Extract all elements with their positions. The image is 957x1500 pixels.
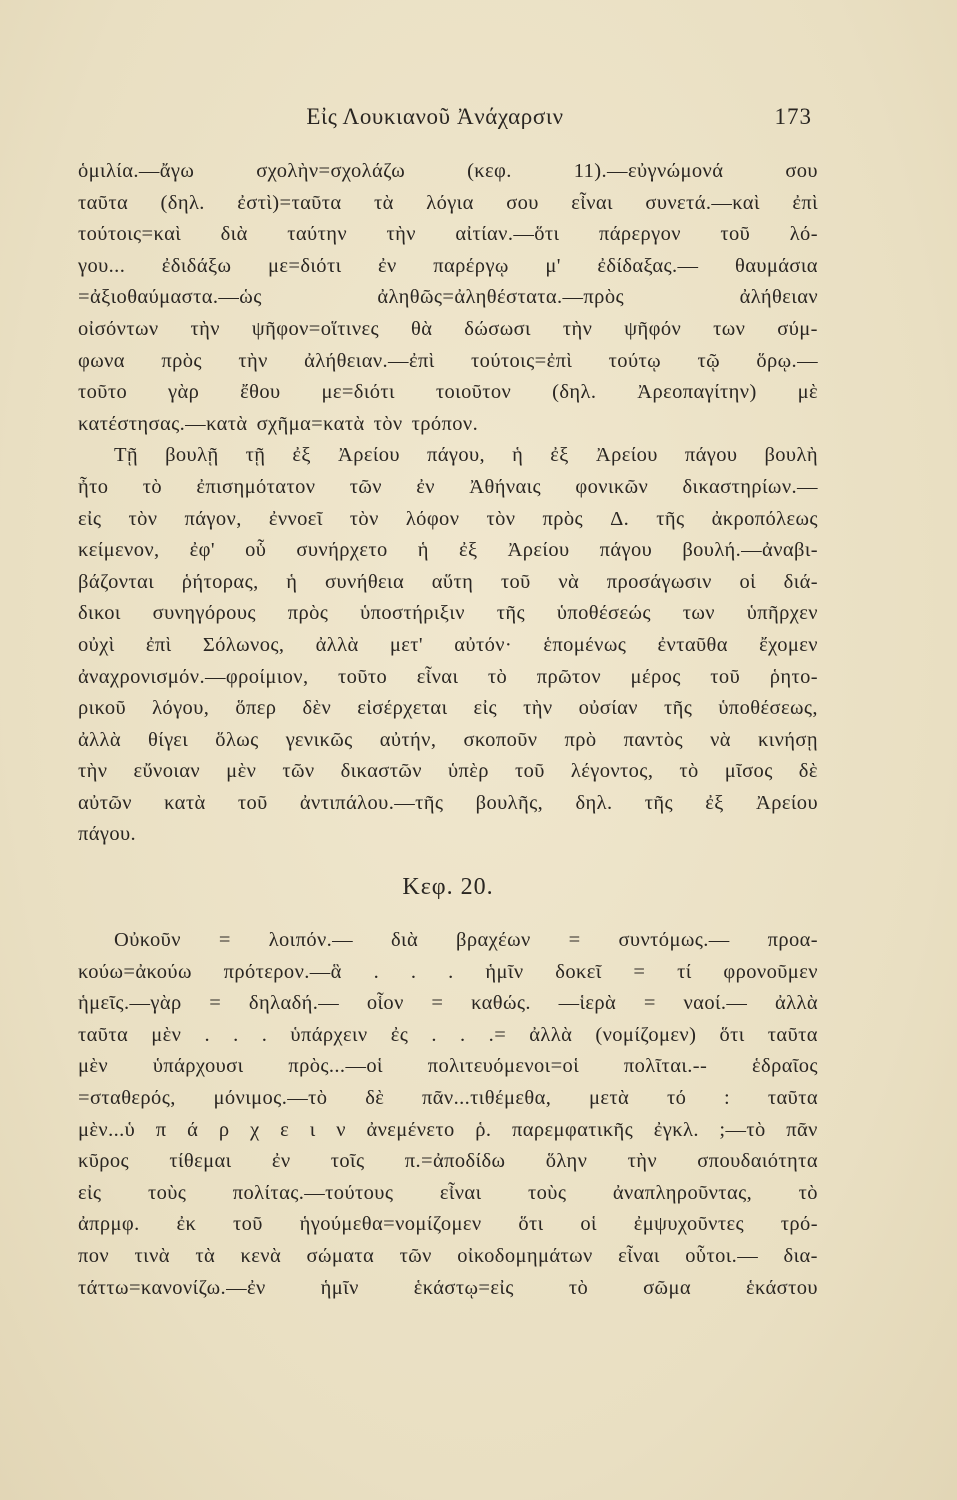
text-line: τάττω=κανονίζω.—ἐν ἡμῖν ἑκάστῳ=εἰς τὸ σῶμα ἑκάστου bbox=[78, 1276, 818, 1299]
text-line: κῦρος τίθεμαι ἐν τοῖς π.=ἀποδίδω ὅλην τὴν σπουδαιότητα bbox=[78, 1150, 818, 1173]
text-line: ἀλλὰ θίγει ὅλως γενικῶς αὐτήν, σκοποῦν πρὸ παντὸς νὰ κινήσῃ bbox=[78, 728, 818, 751]
text-line: τὴν εὔνοιαν μὲν τῶν δικαστῶν ὑπὲρ τοῦ λέγοντος, τὸ μῖσος δὲ bbox=[78, 760, 818, 783]
text-line: μὲν...ὑ π ά ρ χ ε ι ν ἀνεμένετο ῥ. παρεμφατικῆς ἐγκλ. ;—τὸ πᾶν bbox=[78, 1118, 818, 1141]
text-line: τούτοις=καὶ διὰ ταύτην τὴν αἰτίαν.—ὅτι πάρεργον τοῦ λό- bbox=[78, 223, 818, 246]
body-text bbox=[78, 156, 818, 1304]
text-line: =σταθερός, μόνιμος.—τὸ δὲ πᾶν...τιθέμεθα, μετὰ τό : ταῦτα bbox=[78, 1087, 818, 1110]
text-line: κατέστησας.—κατὰ σχῆμα=κατὰ τὸν τρόπον. bbox=[78, 412, 479, 435]
text-line: ρικοῦ λόγου, ὅπερ δὲν εἰσέρχεται εἰς τὴν οὐσίαν τῆς ὑποθέσεως, bbox=[78, 697, 818, 720]
text-line: Τῇ βουλῇ τῇ ἐξ Ἀρείου πάγου, ἡ ἐξ Ἀρείου πάγου βουλὴ bbox=[114, 444, 818, 467]
text-line: ἀναχρονισμόν.—φροίμιον, τοῦτο εἶναι τὸ πρῶτον μέρος τοῦ ῥητο- bbox=[78, 665, 818, 688]
text-line: ἀπρμφ. ἐκ τοῦ ἡγούμεθα=νομίζομεν ὅτι οἱ ἐμψυχοῦντες τρό- bbox=[78, 1213, 818, 1236]
text-line: ἡμεῖς.—γὰρ = δηλαδή.— οἷον = καθώς. —ἱερὰ = ναοί.— ἀλλὰ bbox=[78, 992, 818, 1015]
text-line: πάγου. bbox=[78, 823, 137, 846]
text-line: οἰσόντων τὴν ψῆφον=οἵτινες θὰ δώσωσι τὴν ψῆφόν των σύμ- bbox=[78, 317, 818, 340]
text-line: γου... ἐδιδάξω με=διότι ἐν παρέργῳ μ' ἐδίδαξας.— θαυμάσια bbox=[78, 254, 818, 277]
paragraph-1 bbox=[78, 156, 818, 440]
text-line: μὲν ὑπάρχουσι πρὸς...—οἱ πολιτευόμενοι=οἱ πολῖται.-- ἑδραῖος bbox=[78, 1055, 818, 1078]
text-line: ὁμιλία.—ἄγω σχολὴν=σχολάζω (κεφ. 11).—εὐγνώμονά σου bbox=[78, 160, 818, 182]
text-line: κούω=ἀκούω πρότερον.—ἃ . . . ἡμῖν δοκεῖ = τί φρονοῦμεν bbox=[78, 960, 818, 983]
text-line: ταῦτα (δηλ. ἐστὶ)=ταῦτα τὰ λόγια σου εἶναι συνετά.—καὶ ἐπὶ bbox=[78, 191, 818, 214]
paragraph-2 bbox=[78, 440, 818, 851]
text-line: βάζονται ῥήτορας, ἡ συνήθεια αὕτη τοῦ νὰ προσάγωσιν οἱ διά- bbox=[78, 570, 818, 593]
text-line: εἰς τοὺς πολίτας.—τούτους εἶναι τοὺς ἀναπληροῦντας, τὸ bbox=[78, 1181, 818, 1204]
text-line: κείμενον, ἐφ' οὗ συνήρχετο ἡ ἐξ Ἀρείου πάγου βουλή.—ἀναβι- bbox=[78, 539, 818, 562]
text-line: πον τινὰ τὰ κενὰ σώματα τῶν οἰκοδομημάτων εἶναι οὗτοι.— δια- bbox=[78, 1245, 818, 1267]
text-line: αὐτῶν κατὰ τοῦ ἀντιπάλου.—τῆς βουλῆς, δηλ. τῆς ἐξ Ἀρείου bbox=[78, 791, 818, 814]
paragraph-3 bbox=[78, 925, 818, 1304]
text-line: οὐχὶ ἐπὶ Σόλωνος, ἀλλὰ μετ' αὐτόν· ἑπομένως ἐνταῦθα ἔχομεν bbox=[78, 633, 818, 656]
running-head bbox=[0, 104, 957, 134]
section-heading: Κεφ. 20. bbox=[402, 874, 494, 901]
text-line: =ἀξιοθαύμαστα.—ὡς ἀληθῶς=ἀληθέστατα.—πρὸς ἀλήθειαν bbox=[78, 286, 818, 309]
text-line: τοῦτο γὰρ ἔθου με=διότι τοιοῦτον (δηλ. Ἀρεοπαγίτην) μὲ bbox=[78, 381, 818, 404]
text-line: εἰς τὸν πάγον, ἐννοεῖ τὸν λόφον τὸν πρὸς Δ. τῆς ἀκροπόλεως bbox=[78, 507, 818, 530]
text-line: φωνα πρὸς τὴν ἀλήθειαν.—ἐπὶ τούτοις=ἐπὶ τούτῳ τῷ ὅρῳ.— bbox=[78, 349, 818, 372]
text-line: Οὐκοῦν = λοιπόν.— διὰ βραχέων = συντόμως.— προα- bbox=[114, 929, 818, 952]
text-line: ἦτο τὸ ἐπισημότατον τῶν ἐν Ἀθήναις φονικῶν δικαστηρίων.— bbox=[78, 475, 818, 498]
text-line: ταῦτα μὲν . . . ὑπάρχειν ἐς . . .= ἀλλὰ (νομίζομεν) ὅτι ταῦτα bbox=[78, 1023, 818, 1046]
running-title: Εἰς Λουκιανοῦ Ἀνάχαρσιν bbox=[306, 104, 564, 129]
page-number: 173 bbox=[774, 104, 812, 129]
text-line: δικοι συνηγόρους πρὸς ὑποστήριξιν τῆς ὑποθέσεώς των ὑπῆρχεν bbox=[78, 602, 818, 625]
